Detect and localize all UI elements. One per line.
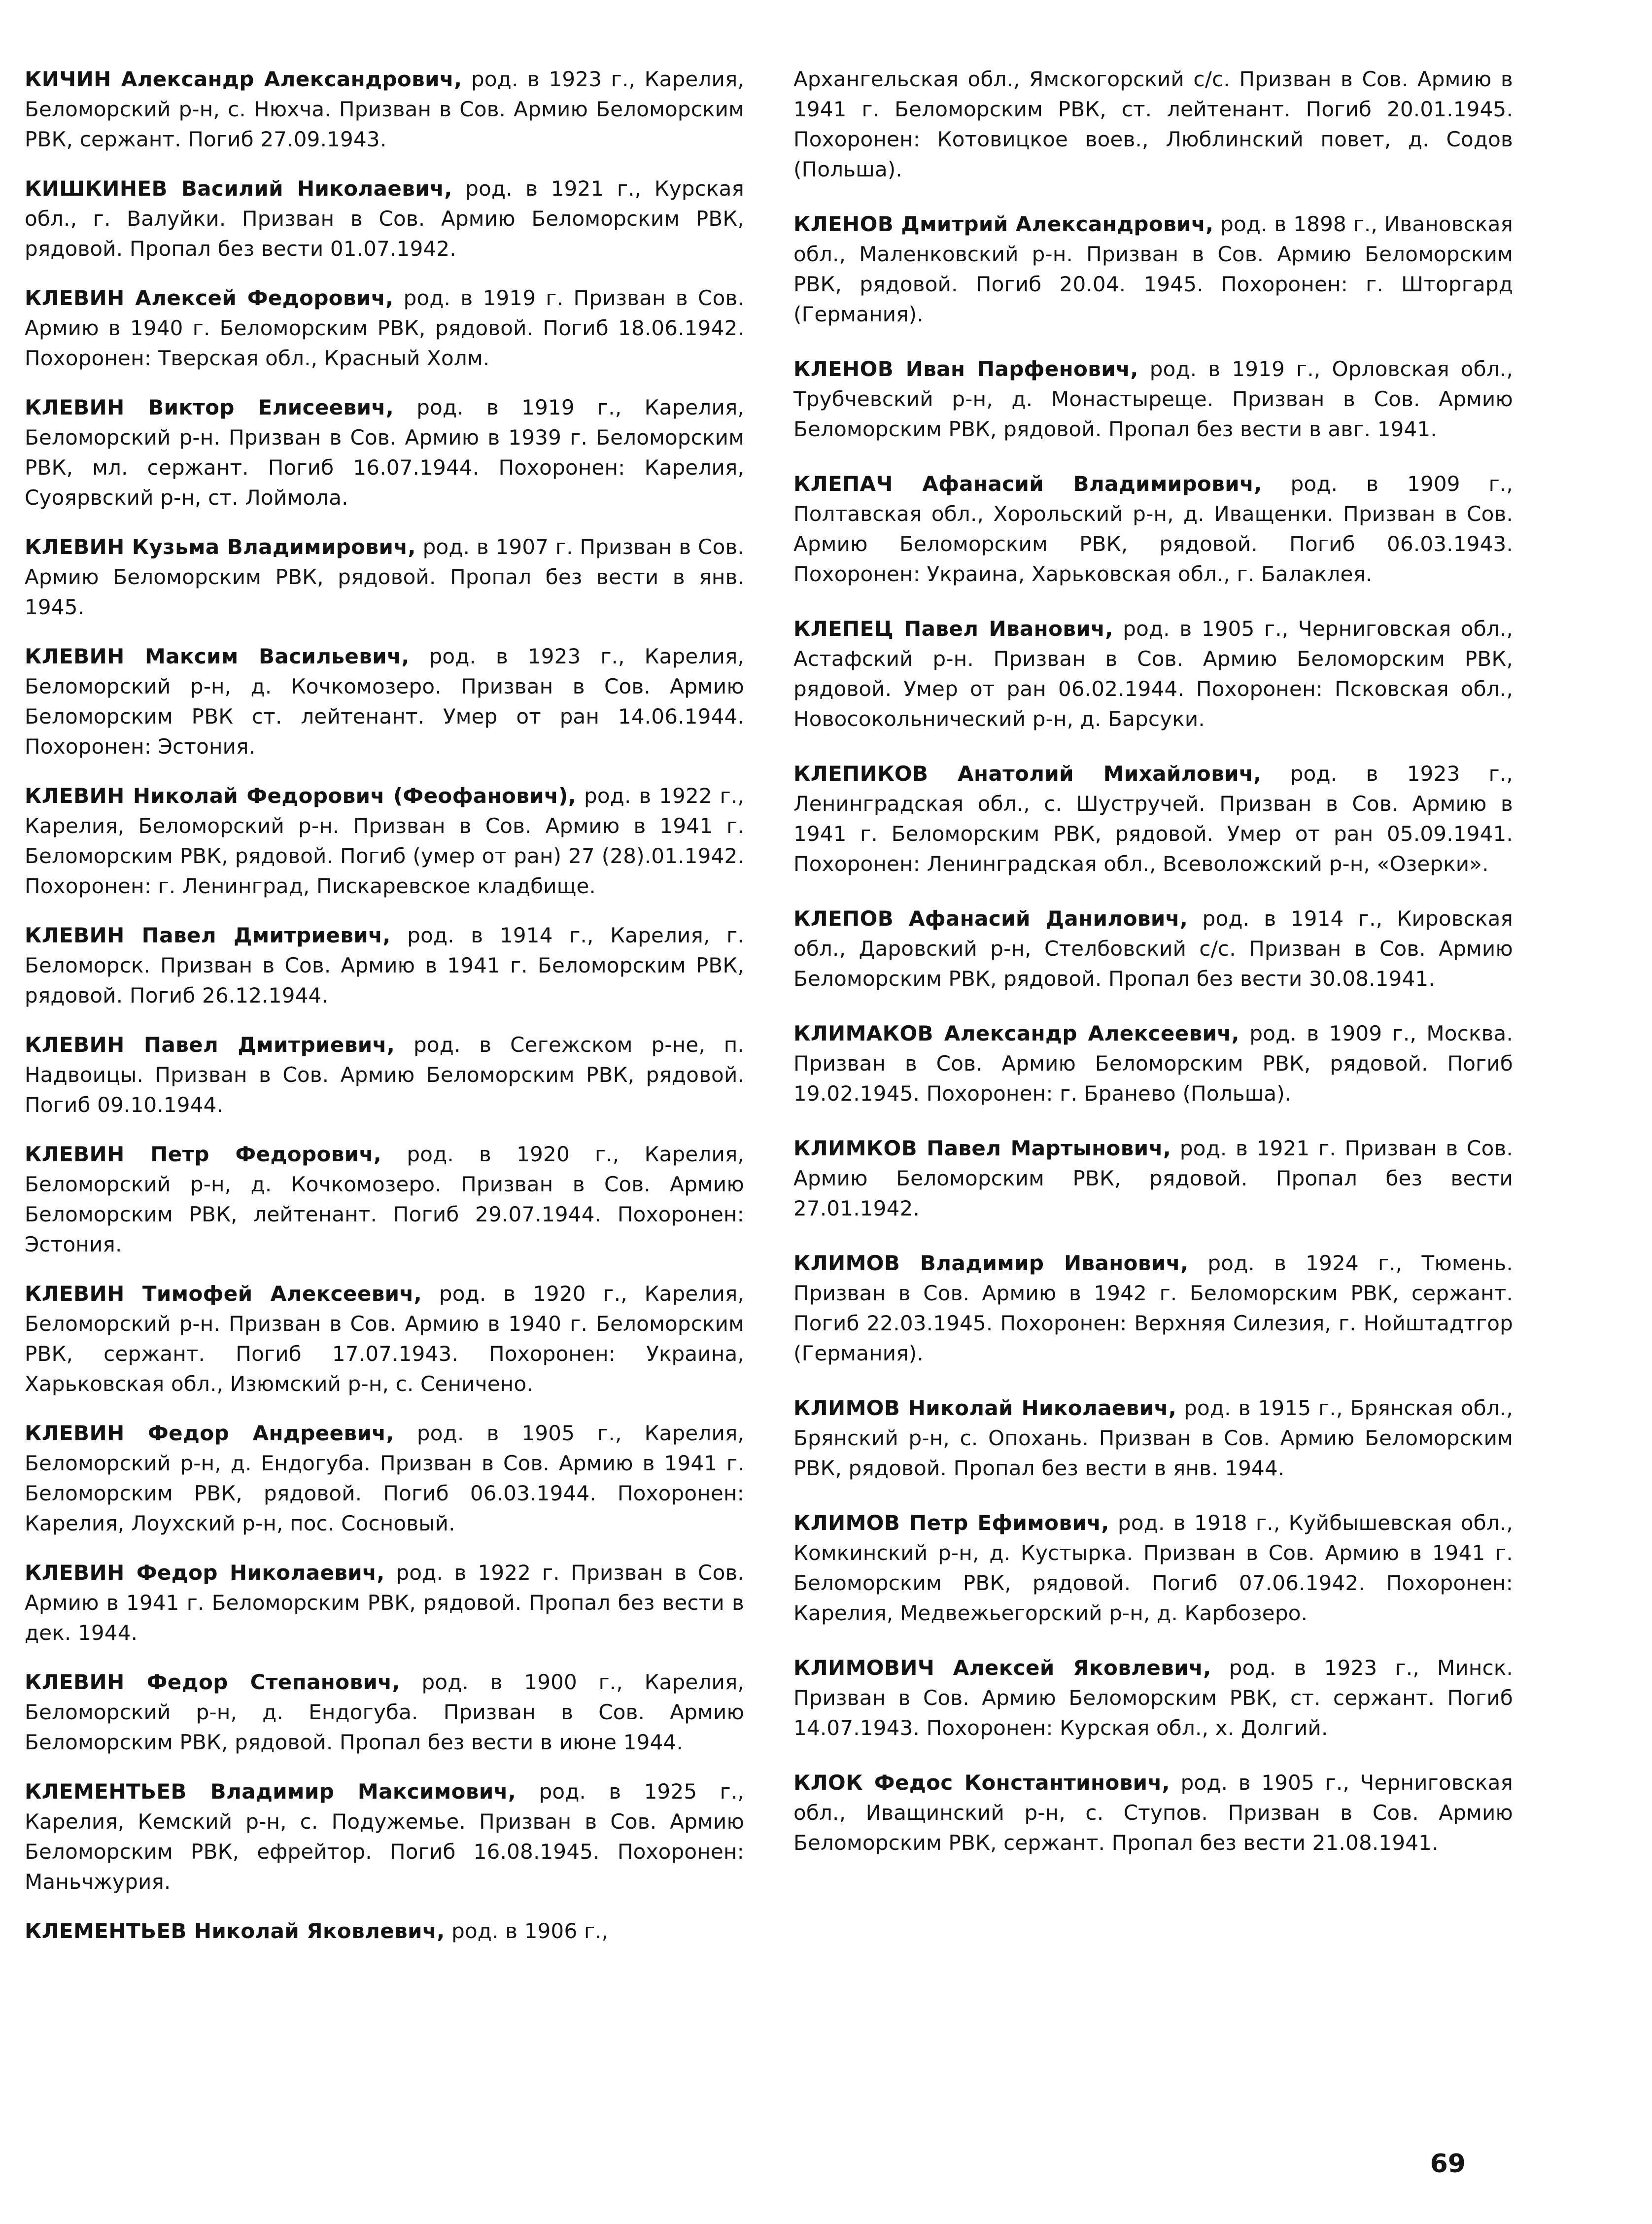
entry	[25, 641, 744, 762]
entry	[25, 1418, 744, 1538]
entry-name: КЛЕВИН Федор Андреевич,	[25, 1421, 394, 1445]
entry-name: КЛЕМЕНТЬЕВ Владимир Максимович,	[25, 1779, 516, 1804]
entry	[25, 392, 744, 513]
entry	[793, 614, 1513, 734]
entry-name: КЛИМОВ Петр Ефимович,	[793, 1511, 1109, 1535]
entry-text: род. в 1919 г. Призван в Сов. Армию в 1940 г. Беломорским РВК, рядовой. Погиб 18.06.1942. Похоронен: Тверская обл., Красный Холм.	[25, 286, 744, 370]
entry-name: КЛЕВИН Федор Николаевич,	[25, 1561, 385, 1585]
entry-continuation	[793, 64, 1513, 184]
left-column	[25, 64, 744, 1965]
entry-name: КИЧИН Александр Александрович,	[25, 67, 462, 91]
entry-name: КЛЕВИН Кузьма Владимирович,	[25, 535, 416, 559]
entry-text: род. в 1921 г. Призван в Сов. Армию Беломорским РВК, рядовой. Пропал без вести 27.01.1942.	[793, 1136, 1513, 1220]
entry	[25, 64, 744, 154]
entry	[793, 209, 1513, 329]
entry-name: КЛЕВИН Максим Васильевич,	[25, 644, 410, 668]
entry-text: род. в 1919 г., Орловская обл., Трубчевский р-н, д. Монастыреще. Призван в Сов. Армию Беломорским РВК, рядовой. Пропал без вести в авг. 1941.	[793, 357, 1514, 441]
entry-text: род. в 1905 г., Черниговская обл., Иващинский р-н, с. Ступов. Призван в Сов. Армию Беломорским РВК, сержант. Пропал без вести 21.08.1941.	[793, 1771, 1513, 1855]
entry-name: КЛЕВИН Павел Дмитриевич,	[25, 1033, 395, 1057]
entry-text: род. в 1918 г., Куйбышевская обл., Комкинский р-н, д. Кустырка. Призван в Сов. Армию в 1941 г. Беломорским РВК, рядовой. Погиб 07.06.1942. Похоронен: Карелия, Медвежьегорский р-н, д. Карбозеро.	[793, 1511, 1513, 1625]
entry-name: КЛИМАКОВ Александр Алексеевич,	[793, 1021, 1239, 1045]
right-column	[793, 64, 1513, 1882]
entry-name: КЛЕПАЧ Афанасий Владимирович,	[793, 472, 1262, 496]
entry-name: КЛЕПОВ Афанасий Данилович,	[793, 906, 1188, 931]
entry-text: род. в Сегежском р-не, п. Надвоицы. Призван в Сов. Армию Беломорским РВК, рядовой. Погиб 09.10.1944.	[25, 1033, 744, 1117]
entry-text: род. в 1921 г., Курская обл., г. Валуйки. Призван в Сов. Армию Беломорским РВК, рядовой. Пропал без вести 01.07.1942.	[25, 176, 744, 261]
entry	[25, 920, 744, 1010]
entry-text: род. в 1909 г., Москва. Призван в Сов. Армию Беломорским РВК, рядовой. Погиб 19.02.1945. Похоронен: г. Бранево (Польша).	[793, 1021, 1514, 1106]
entry-name: КЛЕВИН Алексей Федорович,	[25, 286, 394, 310]
entry-name: КЛЕНОВ Иван Парфенович,	[793, 357, 1138, 381]
entry-text: род. в 1914 г., Кировская обл., Даровский р-н, Стелбовский с/с. Призван в Сов. Армию Беломорским РВК, рядовой. Пропал без вести 30.08.1941.	[793, 906, 1513, 991]
entry-text: род. в 1923 г., Карелия, Беломорский р-н, д. Кочкомозеро. Призван в Сов. Армию Беломорским РВК ст. лейтенант. Умер от ран 14.06.1944. Похоронен: Эстония.	[25, 644, 744, 759]
entry	[25, 283, 744, 373]
entry	[793, 1508, 1513, 1628]
entry	[793, 1133, 1513, 1223]
entry-text: род. в 1919 г., Карелия, Беломорский р-н. Призван в Сов. Армию в 1939 г. Беломорским РВК, мл. сержант. Погиб 16.07.1944. Похоронен: Карелия, Суоярвский р-н, ст. Лоймола.	[25, 395, 744, 510]
entry-name: КЛЕПИКОВ Анатолий Михайлович,	[793, 762, 1262, 786]
entry-name: КЛЕВИН Петр Федорович,	[25, 1142, 382, 1166]
entry-text: род. в 1923 г., Ленинградская обл., с. Шустручей. Призван в Сов. Армию в 1941 г. Беломорским РВК, рядовой. Умер от ран 05.09.1941. Похоронен: Ленинградская обл., Всеволожский р-н, «Озерки».	[793, 762, 1513, 876]
entry-text: род. в 1923 г., Минск. Призван в Сов. Армию Беломорским РВК, ст. сержант. Погиб 14.07.1943. Похоронен: Курская обл., х. Долгий.	[793, 1656, 1513, 1740]
entry-text: род. в 1923 г., Карелия, Беломорский р-н, с. Нюхча. Призван в Сов. Армию Беломорским РВК, сержант. Погиб 27.09.1943.	[25, 67, 744, 151]
entry	[793, 354, 1513, 444]
entry-name: КИШКИНЕВ Василий Николаевич,	[25, 176, 452, 201]
entry-text: род. в 1922 г., Карелия, Беломорский р-н. Призван в Сов. Армию в 1941 г. Беломорским РВК, рядовой. Погиб (умер от ран) 27 (28).01.1942. Похоронен: г. Ленинград, Пискаревское кладбище.	[25, 784, 744, 898]
entry	[793, 469, 1513, 589]
entry-name: КЛЕВИН Виктор Елисеевич,	[25, 395, 394, 419]
entry-name: КЛОК Федос Константинович,	[793, 1771, 1170, 1795]
entry	[25, 1776, 744, 1897]
entry-name: КЛЕНОВ Дмитрий Александрович,	[793, 212, 1214, 236]
entry	[793, 759, 1513, 879]
entry	[25, 1279, 744, 1399]
entry-text: род. в 1925 г., Карелия, Кемский р-н, с. Подужемье. Призван в Сов. Армию Беломорским РВК, ефрейтор. Погиб 16.08.1945. Похоронен: Маньчжурия.	[25, 1779, 744, 1894]
entry-name: КЛЕВИН Федор Степанович,	[25, 1670, 400, 1694]
entry	[25, 174, 744, 264]
entry-name: КЛИМОВИЧ Алексей Яковлевич,	[793, 1656, 1211, 1680]
entry-text: род. в 1905 г., Карелия, Беломорский р-н, д. Ендогуба. Призван в Сов. Армию в 1941 г. Беломорским РВК, рядовой. Погиб 06.03.1944. Похоронен: Карелия, Лоухский р-н, пос. Сосновый.	[25, 1421, 744, 1535]
entry-text: род. в 1924 г., Тюмень. Призван в Сов. Армию в 1942 г. Беломорским РВК, сержант. Погиб 22.03.1945. Похоронен: Верхняя Силезия, г. Нойштадтгор (Германия).	[793, 1251, 1513, 1365]
entry-text: Архангельская обл., Ямскогорский с/с. Призван в Сов. Армию в 1941 г. Беломорским РВК, ст. лейтенант. Погиб 20.01.1945. Похоронен: Котовицкое воев., Люблинский повет, д. Содов (Польша).	[793, 67, 1513, 181]
entry-text: род. в 1914 г., Карелия, г. Беломорск. Призван в Сов. Армию в 1941 г. Беломорским РВК, рядовой. Погиб 26.12.1944.	[25, 923, 744, 1008]
entry-name: КЛЕВИН Тимофей Алексеевич,	[25, 1282, 422, 1306]
entry-text: род. в 1906 г.,	[451, 1919, 609, 1943]
entry	[793, 1393, 1513, 1483]
entry-name: КЛЕПЕЦ Павел Иванович,	[793, 617, 1113, 641]
entry	[793, 1018, 1513, 1109]
entry-text: род. в 1909 г., Полтавская обл., Хорольский р-н, д. Иващенки. Призван в Сов. Армию Беломорским РВК, рядовой. Погиб 06.03.1943. Похоронен: Украина, Харьковская обл., г. Балаклея.	[793, 472, 1513, 586]
entry-name: КЛИМКОВ Павел Мартынович,	[793, 1136, 1171, 1160]
entry	[793, 1653, 1513, 1743]
entry-name: КЛЕВИН Павел Дмитриевич,	[25, 923, 391, 947]
page-number: 69	[1430, 2149, 1466, 2179]
entry-text: род. в 1907 г. Призван в Сов. Армию Беломорским РВК, рядовой. Пропал без вести в янв. 1945.	[25, 535, 744, 619]
entry-text: род. в 1898 г., Ивановская обл., Маленковский р-н. Призван в Сов. Армию Беломорским РВК, рядовой. Погиб 20.04. 1945. Похоронен: г. Шторгард (Германия).	[793, 212, 1513, 326]
entry-name: КЛИМОВ Владимир Иванович,	[793, 1251, 1189, 1275]
entry-text: род. в 1920 г., Карелия, Беломорский р-н. Призван в Сов. Армию в 1940 г. Беломорским РВК, сержант. Погиб 17.07.1943. Похоронен: Украина, Харьковская обл., Изюмский р-н, с. Сеничено.	[25, 1282, 745, 1396]
entry	[25, 1139, 744, 1259]
entry-text: род. в 1900 г., Карелия, Беломорский р-н, д. Ендогуба. Призван в Сов. Армию Беломорским РВК, рядовой. Пропал без вести в июне 1944.	[25, 1670, 744, 1754]
entry	[25, 1916, 744, 1946]
entry	[25, 1558, 744, 1648]
entry	[793, 1768, 1513, 1858]
entry-name: КЛЕМЕНТЬЕВ Николай Яковлевич,	[25, 1919, 445, 1943]
entry	[793, 1248, 1513, 1368]
entry-text: род. в 1922 г. Призван в Сов. Армию в 1941 г. Беломорским РВК, рядовой. Пропал без вести в дек. 1944.	[25, 1561, 744, 1645]
entry-name: КЛИМОВ Николай Николаевич,	[793, 1396, 1177, 1420]
entry	[793, 904, 1513, 994]
entry-text: род. в 1920 г., Карелия, Беломорский р-н, д. Кочкомозеро. Призван в Сов. Армию Беломорским РВК, лейтенант. Погиб 29.07.1944. Похоронен: Эстония.	[25, 1142, 744, 1256]
entry-name: КЛЕВИН Николай Федорович (Феофанович),	[25, 784, 577, 808]
entry	[25, 1030, 744, 1120]
entry-text: род. в 1915 г., Брянская обл., Брянский р-н, с. Опохань. Призван в Сов. Армию Беломорским РВК, рядовой. Пропал без вести в янв. 1944.	[793, 1396, 1513, 1480]
entry	[25, 781, 744, 901]
entry	[25, 532, 744, 622]
entry	[25, 1667, 744, 1757]
entry-text: род. в 1905 г., Черниговская обл., Астафский р-н. Призван в Сов. Армию Беломорским РВК, рядовой. Умер от ран 06.02.1944. Похоронен: Псковская обл., Новосокольнический р-н, д. Барсуки.	[793, 617, 1513, 731]
